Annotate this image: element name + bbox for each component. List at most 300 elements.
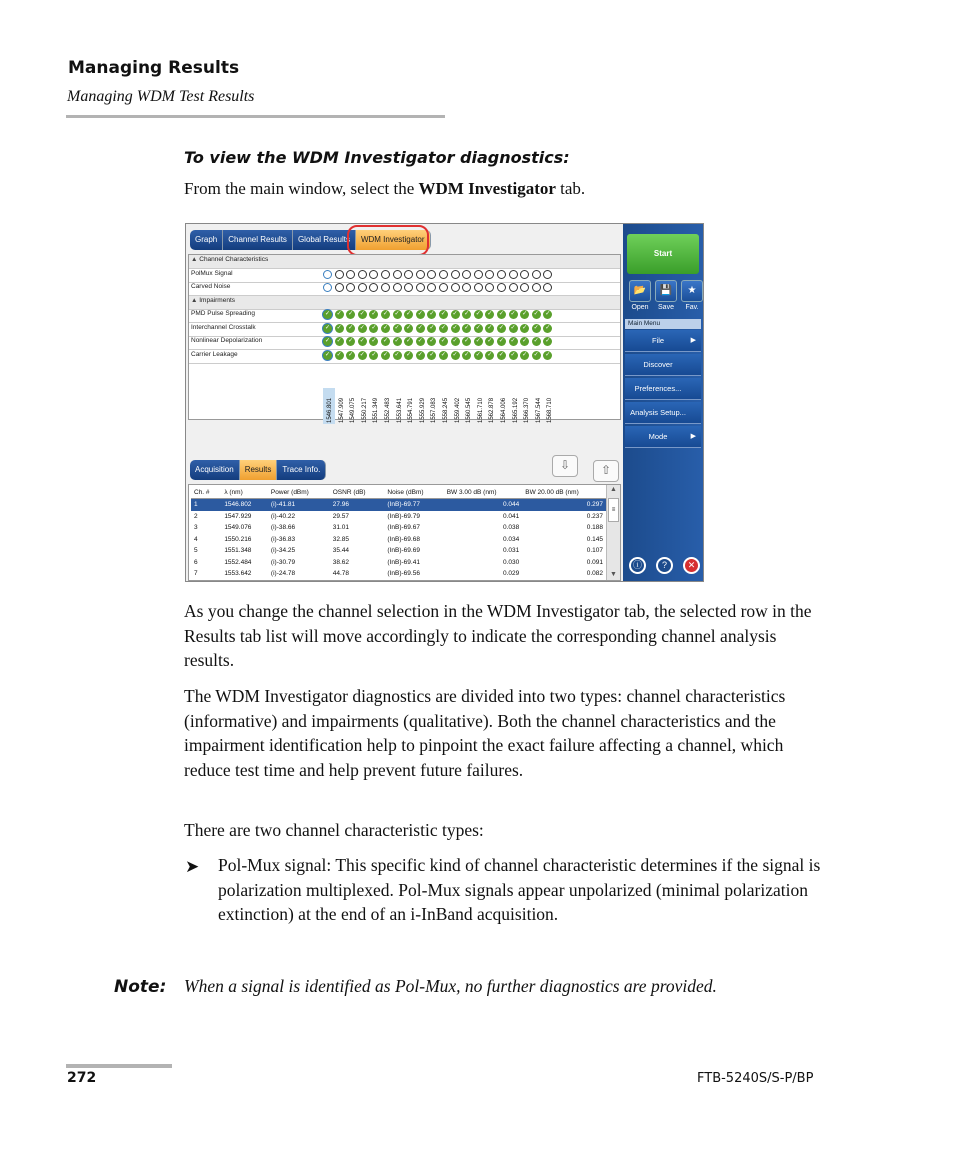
- empty-circle-icon[interactable]: [509, 270, 518, 279]
- empty-circle-icon[interactable]: [335, 283, 344, 292]
- check-icon[interactable]: ✓: [394, 311, 400, 317]
- check-icon[interactable]: ✓: [498, 311, 504, 317]
- empty-circle-icon[interactable]: [485, 283, 494, 292]
- wavelength-label[interactable]: [497, 388, 509, 424]
- empty-circle-icon[interactable]: [451, 270, 460, 279]
- wavelength-label[interactable]: [520, 388, 532, 424]
- menu-item-label: Preferences...: [634, 384, 682, 393]
- table-cell: 0.034: [503, 535, 520, 543]
- check-icon[interactable]: ✓: [475, 311, 481, 317]
- column-header[interactable]: λ (nm): [221, 486, 268, 499]
- bottom-tab-bar: [190, 460, 326, 480]
- check-icon[interactable]: ✓: [429, 338, 435, 344]
- empty-circle-icon[interactable]: [358, 283, 367, 292]
- wavelength-label[interactable]: [323, 388, 335, 424]
- check-icon[interactable]: ✓: [382, 338, 388, 344]
- paragraph-1: As you change the channel selection in the WDM Investigator tab, the selected row in the Results tab list will move accordingly to indicate the corresponding channel analysis results.: [184, 601, 812, 670]
- check-icon[interactable]: ✓: [371, 351, 377, 358]
- tab-global-results[interactable]: Global Results: [293, 230, 356, 250]
- table-cell: (i)-36.83: [270, 535, 296, 543]
- check-icon[interactable]: ✓: [417, 324, 423, 331]
- table-row[interactable]: [191, 534, 606, 546]
- check-icon[interactable]: ✓: [510, 351, 516, 358]
- scroll-up-icon[interactable]: ▲: [610, 486, 617, 493]
- wavelength-text: 1565.192: [512, 397, 519, 423]
- bottom-tab-results[interactable]: Results: [240, 460, 278, 480]
- quick-buttons: [627, 280, 704, 311]
- check-icon[interactable]: ✓: [533, 351, 539, 358]
- table-cell: 32.85: [332, 535, 350, 543]
- paragraph-2: The WDM Investigator diagnostics are divided into two types: channel characteristics (informative) and impairments (qualitative). Both the channel characteristics and the impairment identification help to pinpoint the exact failure affecting a channel, which reduce test time and help prevent future failures.: [184, 686, 786, 780]
- empty-circle-icon[interactable]: [404, 270, 413, 279]
- table-cell: (i)-41.81: [268, 499, 330, 511]
- empty-circle-icon[interactable]: [393, 270, 402, 279]
- check-icon[interactable]: ✓: [359, 338, 365, 344]
- footer-rule: [66, 1064, 172, 1068]
- check-icon[interactable]: ✓: [371, 311, 377, 317]
- procedure-title: To view the WDM Investigator diagnostics:: [184, 148, 570, 167]
- diag-section: [189, 296, 620, 310]
- wavelength-text: 1561.710: [477, 397, 484, 423]
- menu-item-preferences[interactable]: [625, 378, 701, 400]
- column-header[interactable]: Noise (dBm): [384, 486, 443, 499]
- scroll-down-icon[interactable]: ▼: [610, 571, 617, 578]
- fav-icon: ★: [681, 280, 703, 302]
- empty-circle-icon[interactable]: [497, 270, 506, 279]
- check-icon[interactable]: ✓: [545, 311, 551, 317]
- table-cell: 0.107: [586, 547, 603, 555]
- check-icon[interactable]: ✓: [394, 351, 400, 358]
- wavelength-label[interactable]: [358, 388, 370, 424]
- empty-circle-icon[interactable]: [451, 283, 460, 292]
- bottom-tab-trace-info-[interactable]: Trace Info.: [277, 460, 326, 480]
- check-icon[interactable]: ✓: [336, 311, 342, 317]
- table-cell: 0.044: [444, 499, 523, 511]
- table-cell: (InB)-69.79: [387, 512, 420, 520]
- wavelength-label[interactable]: [393, 388, 405, 424]
- empty-circle-icon[interactable]: [543, 270, 552, 279]
- table-cell: 3: [194, 524, 198, 532]
- empty-circle-icon[interactable]: [369, 283, 378, 292]
- column-header[interactable]: BW 3.00 dB (nm): [444, 486, 523, 499]
- check-icon[interactable]: ✓: [348, 351, 354, 358]
- menu-item-label: Mode: [648, 432, 668, 441]
- wavelength-label[interactable]: [543, 388, 555, 424]
- diag-row: [189, 269, 620, 283]
- note-label: Note:: [114, 977, 167, 997]
- paragraph-3: There are two channel characteristic types:: [184, 820, 484, 840]
- empty-circle-icon[interactable]: [462, 283, 471, 292]
- table-cell: 0.237: [586, 512, 603, 520]
- diag-row-label: [191, 270, 233, 277]
- wavelength-label[interactable]: [369, 388, 381, 424]
- check-icon[interactable]: ✓: [359, 324, 365, 331]
- wavelength-text: 1567.544: [535, 397, 542, 423]
- table-cell: 35.44: [332, 547, 350, 555]
- table-cell: 38.62: [332, 558, 350, 566]
- empty-circle-icon[interactable]: [427, 270, 436, 279]
- wavelength-labels: [323, 388, 555, 424]
- check-icon[interactable]: ✓: [406, 351, 412, 358]
- table-cell: (InB)-69.68: [387, 535, 420, 543]
- wavelength-label[interactable]: [485, 388, 497, 424]
- check-icon[interactable]: ✓: [464, 311, 470, 317]
- wavelength-label[interactable]: [532, 388, 544, 424]
- table-row[interactable]: [191, 557, 606, 569]
- highlight-circle: [347, 225, 429, 256]
- tab-wdm-investigator[interactable]: WDM Investigator: [356, 230, 431, 250]
- wavelength-text: 1559.402: [454, 397, 461, 423]
- wavelength-label[interactable]: [451, 388, 463, 424]
- diag-row-text: PolMux Signal: [191, 269, 233, 277]
- info-icon[interactable]: ⓘ: [629, 557, 646, 574]
- wavelength-label[interactable]: [439, 388, 451, 424]
- diag-row-text: Interchannel Crosstalk: [191, 323, 256, 331]
- menu-item-label: File: [651, 336, 665, 345]
- empty-circle-icon[interactable]: [369, 270, 378, 279]
- column-header[interactable]: OSNR (dB): [330, 486, 385, 499]
- table-row[interactable]: [191, 511, 606, 523]
- open-button[interactable]: [627, 280, 653, 311]
- check-icon[interactable]: ✓: [464, 338, 470, 344]
- bottom-tab-acquisition[interactable]: Acquisition: [190, 460, 240, 480]
- check-icon[interactable]: ✓: [487, 324, 493, 331]
- empty-circle-icon[interactable]: [520, 270, 529, 279]
- check-icon[interactable]: ✓: [348, 311, 354, 317]
- column-header[interactable]: Power (dBm): [268, 486, 330, 499]
- check-icon[interactable]: ✓: [475, 338, 481, 344]
- check-icon[interactable]: ✓: [336, 338, 342, 344]
- diag-row-label: [191, 283, 230, 290]
- table-cell: 1546.802: [221, 499, 268, 511]
- wavelength-text: 1566.370: [524, 397, 531, 423]
- empty-circle-icon[interactable]: [404, 283, 413, 292]
- fav-button[interactable]: [679, 280, 704, 311]
- check-icon[interactable]: ✓: [324, 324, 331, 331]
- wavelength-text: 1555.929: [419, 397, 426, 423]
- check-icon[interactable]: ✓: [324, 311, 331, 317]
- check-icon[interactable]: ✓: [522, 338, 528, 344]
- check-icon[interactable]: ✓: [406, 324, 412, 331]
- wavelength-text: 1560.545: [466, 397, 473, 423]
- check-icon[interactable]: ✓: [417, 338, 423, 344]
- menu-item-discover[interactable]: [625, 354, 701, 376]
- empty-circle-icon[interactable]: [497, 283, 506, 292]
- check-icon[interactable]: ✓: [487, 338, 493, 344]
- table-cell: 0.029: [503, 570, 520, 578]
- diag-row-text: Channel Characteristics: [199, 256, 269, 263]
- check-icon[interactable]: ✓: [406, 311, 412, 317]
- intro-before: From the main window, select the: [184, 179, 419, 198]
- diag-row-text: Carved Noise: [191, 283, 231, 290]
- empty-circle-icon[interactable]: [532, 283, 541, 292]
- wavelength-text: 1554.791: [408, 397, 415, 423]
- check-icon[interactable]: ✓: [371, 324, 377, 331]
- wavelength-text: 1550.217: [361, 397, 368, 423]
- empty-circle-icon[interactable]: [381, 283, 390, 292]
- empty-circle-icon[interactable]: [427, 283, 436, 292]
- empty-circle-icon[interactable]: [439, 283, 448, 292]
- main-menu-header: Main Menu: [625, 319, 701, 329]
- empty-circle-icon[interactable]: [543, 283, 552, 292]
- page-number: 272: [67, 1070, 97, 1086]
- check-icon[interactable]: ✓: [382, 311, 388, 317]
- check-icon[interactable]: ✓: [452, 351, 458, 358]
- empty-circle-icon[interactable]: [532, 270, 541, 279]
- empty-circle-icon[interactable]: [323, 283, 332, 292]
- table-cell: (InB)-69.41: [387, 558, 420, 566]
- empty-circle-icon[interactable]: [474, 283, 483, 292]
- check-icon[interactable]: ✓: [371, 338, 377, 344]
- check-icon[interactable]: ✓: [324, 351, 331, 358]
- empty-circle-icon[interactable]: [485, 270, 494, 279]
- wavelength-label[interactable]: [404, 388, 416, 424]
- empty-circle-icon[interactable]: [323, 270, 332, 279]
- diag-row: [189, 336, 620, 350]
- wavelength-label[interactable]: [335, 388, 347, 424]
- tab-graph[interactable]: Graph: [190, 230, 223, 250]
- check-icon[interactable]: ✓: [440, 324, 446, 331]
- menu-item-analysis-setup[interactable]: [625, 402, 701, 424]
- collapse-icon[interactable]: ▲: [191, 256, 200, 263]
- table-cell: 0.145: [586, 535, 603, 543]
- column-header[interactable]: Ch. #: [191, 486, 221, 499]
- table-cell: (i)-30.79: [270, 558, 296, 566]
- close-icon[interactable]: ✕: [683, 557, 700, 574]
- empty-circle-icon[interactable]: [462, 270, 471, 279]
- table-cell: 0.041: [503, 512, 520, 520]
- diag-row: [189, 282, 620, 296]
- right-control-panel: [623, 224, 703, 581]
- check-icon[interactable]: ✓: [533, 311, 539, 317]
- table-cell: (i)-40.22: [270, 512, 296, 520]
- arrow-down-icon[interactable]: ⇩: [552, 455, 578, 477]
- running-header-subtitle: Managing WDM Test Results: [67, 88, 255, 105]
- check-icon[interactable]: ✓: [533, 338, 539, 344]
- wavelength-text: 1557.083: [431, 397, 438, 423]
- check-icon[interactable]: ✓: [452, 324, 458, 331]
- check-icon[interactable]: ✓: [417, 351, 423, 358]
- check-icon[interactable]: ✓: [382, 351, 388, 358]
- check-icon[interactable]: ✓: [348, 338, 354, 344]
- empty-circle-icon[interactable]: [509, 283, 518, 292]
- menu-item-mode[interactable]: [625, 426, 701, 448]
- tab-channel-results[interactable]: Channel Results: [223, 230, 293, 250]
- table-cell: 1551.348: [224, 547, 252, 555]
- save-button[interactable]: [653, 280, 679, 311]
- empty-circle-icon[interactable]: [335, 270, 344, 279]
- check-icon[interactable]: ✓: [348, 324, 354, 331]
- diag-indicators: [323, 351, 555, 360]
- quick-button-label: Fav.: [685, 304, 699, 311]
- check-icon[interactable]: ✓: [510, 311, 516, 317]
- check-icon[interactable]: ✓: [394, 324, 400, 331]
- menu-item-label: Discover: [643, 360, 673, 369]
- check-icon[interactable]: ✓: [429, 324, 435, 331]
- check-icon[interactable]: ✓: [429, 311, 435, 317]
- results-table: [191, 486, 606, 580]
- diag-row: [189, 350, 620, 364]
- table-cell: 7: [194, 570, 198, 578]
- check-icon[interactable]: ✓: [522, 311, 528, 317]
- empty-circle-icon[interactable]: [381, 270, 390, 279]
- wavelength-text: 1546.801: [327, 397, 333, 423]
- wdm-investigator-screenshot: [185, 223, 704, 582]
- check-icon[interactable]: ✓: [533, 324, 539, 331]
- check-icon[interactable]: ✓: [464, 324, 470, 331]
- menu-item-file[interactable]: [625, 330, 701, 352]
- check-icon[interactable]: ✓: [498, 338, 504, 344]
- table-cell: 0.031: [503, 547, 520, 555]
- table-cell: 1550.216: [224, 535, 252, 543]
- collapse-icon[interactable]: ▲: [191, 296, 200, 304]
- diag-indicators: [323, 337, 555, 346]
- check-icon[interactable]: ✓: [475, 324, 481, 331]
- check-icon[interactable]: ✓: [487, 351, 493, 358]
- open-icon: 📂: [629, 280, 651, 302]
- diag-row-label: [191, 256, 268, 263]
- table-cell: 0.038: [503, 524, 520, 532]
- diag-row-text: Nonlinear Depolarization: [191, 337, 263, 344]
- check-icon[interactable]: ✓: [545, 324, 551, 331]
- intro-bold: WDM Investigator: [418, 179, 556, 198]
- check-icon[interactable]: ✓: [464, 351, 470, 358]
- diag-row-label: [191, 310, 255, 317]
- wavelength-text: 1562.878: [489, 397, 496, 423]
- intro-after: tab.: [555, 179, 586, 198]
- table-cell: (i)-24.78: [270, 570, 296, 578]
- check-icon[interactable]: ✓: [359, 311, 365, 317]
- empty-circle-icon[interactable]: [439, 270, 448, 279]
- wavelength-label[interactable]: [381, 388, 393, 424]
- check-icon[interactable]: ✓: [475, 351, 481, 358]
- table-cell: 44.78: [332, 570, 350, 578]
- check-icon[interactable]: ✓: [417, 311, 423, 317]
- diag-row-label: [191, 324, 256, 331]
- table-cell: (i)-34.25: [270, 547, 296, 555]
- wavelength-label[interactable]: [462, 388, 474, 424]
- table-cell: 2: [194, 512, 198, 520]
- running-header-title: Managing Results: [68, 58, 240, 78]
- table-cell: 1547.929: [224, 512, 252, 520]
- header-rule: [66, 115, 445, 118]
- table-cell: 1: [191, 499, 221, 511]
- check-icon[interactable]: ✓: [406, 338, 412, 344]
- empty-circle-icon[interactable]: [416, 283, 425, 292]
- quick-button-label: Open: [631, 304, 649, 311]
- wavelength-text: 1552.483: [384, 397, 391, 423]
- table-cell: 27.96: [330, 499, 385, 511]
- table-cell: 1553.642: [224, 570, 252, 578]
- diag-row: [189, 309, 620, 323]
- wavelength-text: 1551.349: [373, 397, 380, 423]
- wavelength-label[interactable]: [427, 388, 439, 424]
- check-icon[interactable]: ✓: [440, 338, 446, 344]
- wavelength-text: 1547.909: [338, 397, 345, 423]
- arrow-up-icon[interactable]: ⇧: [593, 460, 619, 482]
- check-icon[interactable]: ✓: [429, 351, 435, 358]
- table-cell: (InB)-69.67: [387, 524, 420, 532]
- table-cell: 1552.484: [224, 558, 252, 566]
- table-row[interactable]: [191, 522, 606, 534]
- bullet-arrow-icon: ➤: [185, 857, 200, 876]
- check-icon[interactable]: ✓: [440, 351, 446, 358]
- wavelength-label[interactable]: [474, 388, 486, 424]
- quick-button-label: Save: [658, 304, 674, 311]
- table-cell: (InB)-69.77: [384, 499, 443, 511]
- check-icon[interactable]: ✓: [487, 311, 493, 317]
- check-icon[interactable]: ✓: [522, 324, 528, 331]
- check-icon[interactable]: ✓: [336, 351, 342, 358]
- table-cell: (InB)-69.56: [387, 570, 420, 578]
- check-icon[interactable]: ✓: [440, 311, 446, 317]
- check-icon[interactable]: ✓: [324, 338, 331, 344]
- check-icon[interactable]: ✓: [545, 338, 551, 344]
- table-cell: 29.57: [332, 512, 350, 520]
- table-row[interactable]: [191, 499, 606, 511]
- empty-circle-icon[interactable]: [474, 270, 483, 279]
- wavelength-text: 1553.641: [396, 397, 403, 423]
- table-cell: 4: [194, 535, 198, 543]
- diag-indicators: [323, 283, 555, 292]
- column-header[interactable]: BW 20.00 dB (nm): [522, 486, 606, 499]
- check-icon[interactable]: ✓: [336, 324, 342, 331]
- wavelength-text: 1564.006: [500, 397, 507, 423]
- check-icon[interactable]: ✓: [510, 324, 516, 331]
- check-icon[interactable]: ✓: [452, 311, 458, 317]
- check-icon[interactable]: ✓: [359, 351, 365, 358]
- table-cell: 0.030: [503, 558, 520, 566]
- check-icon[interactable]: ✓: [452, 338, 458, 344]
- table-cell: 0.188: [586, 524, 603, 532]
- scroll-thumb[interactable]: ≡: [608, 498, 619, 522]
- results-scrollbar[interactable]: [606, 485, 620, 580]
- empty-circle-icon[interactable]: [520, 283, 529, 292]
- diag-indicators: [323, 270, 555, 279]
- wavelength-text: 1558.245: [442, 397, 449, 423]
- start-button[interactable]: Start: [627, 234, 699, 274]
- help-icon[interactable]: ?: [656, 557, 673, 574]
- check-icon[interactable]: ✓: [522, 351, 528, 358]
- table-row[interactable]: [191, 568, 606, 580]
- diag-row-text: Impairments: [199, 296, 236, 304]
- check-icon[interactable]: ✓: [545, 351, 551, 358]
- check-icon[interactable]: ✓: [510, 338, 516, 344]
- diag-row-label: [191, 351, 238, 358]
- empty-circle-icon[interactable]: [346, 270, 355, 279]
- table-cell: 31.01: [332, 524, 350, 532]
- empty-circle-icon[interactable]: [358, 270, 367, 279]
- intro-sentence: [184, 179, 585, 199]
- wavelength-label[interactable]: [509, 388, 521, 424]
- diag-section: [189, 255, 620, 269]
- note-text: When a signal is identified as Pol-Mux, no further diagnostics are provided.: [184, 976, 717, 996]
- empty-circle-icon[interactable]: [393, 283, 402, 292]
- menu-item-label: Analysis Setup...: [630, 408, 686, 417]
- table-row[interactable]: [191, 545, 606, 557]
- check-icon[interactable]: ✓: [498, 351, 504, 358]
- empty-circle-icon[interactable]: [346, 283, 355, 292]
- table-cell: (InB)-69.69: [387, 547, 420, 555]
- check-icon[interactable]: ✓: [498, 324, 504, 331]
- check-icon[interactable]: ✓: [394, 338, 400, 344]
- diag-row-text: Carrier Leakage: [191, 350, 238, 358]
- wavelength-label[interactable]: [346, 388, 358, 424]
- wavelength-label[interactable]: [416, 388, 428, 424]
- diag-indicators: [323, 310, 555, 319]
- empty-circle-icon[interactable]: [416, 270, 425, 279]
- check-icon[interactable]: ✓: [382, 324, 388, 331]
